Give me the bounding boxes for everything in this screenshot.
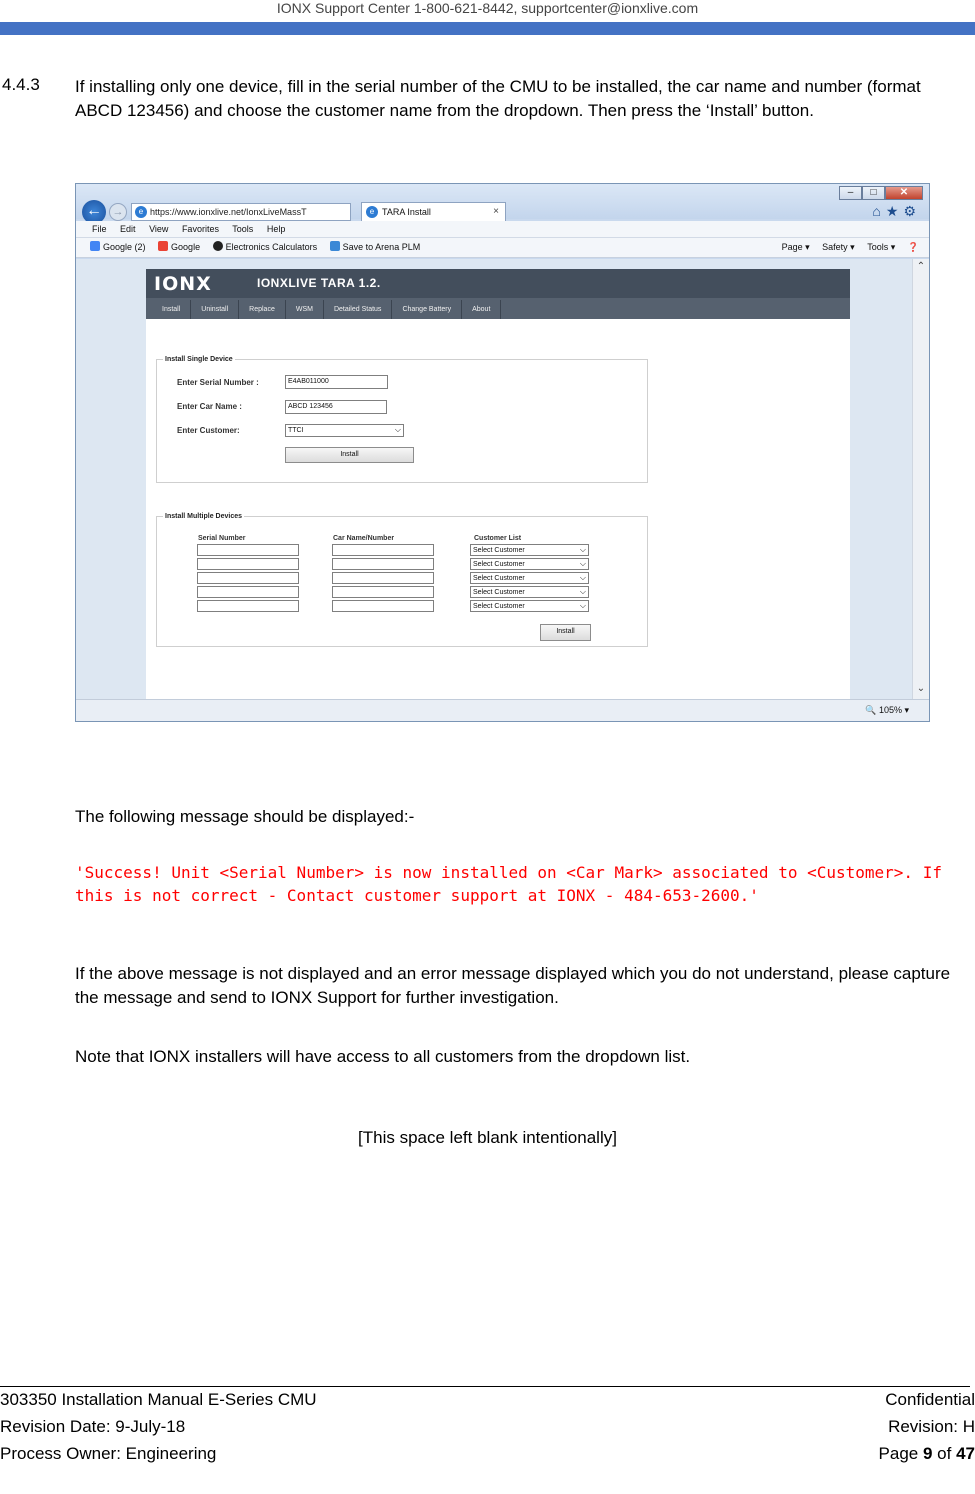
- menu-bar: [76, 221, 929, 238]
- favorite-label: Save to Arena PLM: [342, 242, 421, 252]
- car-name-input[interactable]: ABCD 123456: [285, 400, 387, 414]
- app-title: IONXLIVE TARA 1.2.: [257, 276, 381, 290]
- nav-wsm[interactable]: WSM: [286, 300, 324, 319]
- multi-car-input[interactable]: [332, 600, 434, 612]
- favorite-label: Electronics Calculators: [225, 242, 318, 252]
- multi-customer-select[interactable]: Select Customer ⌵: [470, 586, 589, 598]
- page-of: of: [932, 1444, 957, 1463]
- header-accent-bar: [0, 22, 975, 35]
- installer-note: Note that IONX installers will have access to all customers from the dropdown list.: [75, 1047, 691, 1066]
- favorite-label: Google (2): [103, 242, 146, 252]
- page-prefix: Page: [878, 1444, 923, 1463]
- customer-label: Enter Customer:: [177, 426, 240, 435]
- install-single-button[interactable]: Install: [285, 447, 414, 463]
- ie-tab-icon: e: [366, 206, 378, 218]
- minimize-icon[interactable]: –: [839, 186, 862, 200]
- favorites-bar: [76, 238, 929, 258]
- favorite-electronics-calculators[interactable]: [213, 242, 318, 252]
- help-icon[interactable]: ❓: [907, 242, 919, 252]
- tab-close-icon[interactable]: ×: [493, 206, 499, 217]
- customer-select[interactable]: TTCI ⌵: [285, 424, 404, 437]
- multi-serial-input[interactable]: [197, 558, 299, 570]
- ionx-logo: IONX: [154, 273, 212, 295]
- arena-icon: [330, 241, 340, 251]
- nav-install[interactable]: Install: [146, 300, 191, 319]
- multi-car-input[interactable]: [332, 572, 434, 584]
- nav-uninstall[interactable]: Uninstall: [191, 300, 239, 319]
- nav-replace[interactable]: Replace: [239, 300, 286, 319]
- multi-car-input[interactable]: [332, 586, 434, 598]
- support-header: IONX Support Center 1-800-621-8442, supportcenter@ionxlive.com: [276, 0, 699, 16]
- app-header: [146, 269, 850, 298]
- page-total: 47: [956, 1444, 975, 1463]
- menu-view[interactable]: View: [149, 224, 169, 234]
- col-serial-number: Serial Number: [198, 535, 246, 542]
- home-icon[interactable]: ⌂: [872, 203, 886, 219]
- command-tools[interactable]: Tools ▾: [867, 242, 896, 252]
- success-message: 'Success! Unit <Serial Number> is now installed on <Car Mark> associated to <Customer>. If this is not correct - Contact customer support at IONX - 484-653-2600.': [75, 863, 942, 905]
- multi-serial-input[interactable]: [197, 544, 299, 556]
- favorite-google[interactable]: [158, 242, 200, 252]
- revision-date: Revision Date: 9-July-18: [0, 1417, 186, 1436]
- zoom-icon: 🔍: [865, 705, 879, 715]
- page-current: 9: [922, 1444, 933, 1463]
- nav-about[interactable]: About: [462, 300, 501, 319]
- command-page[interactable]: Page ▾: [781, 242, 810, 252]
- scroll-down-icon[interactable]: ⌄: [916, 683, 926, 694]
- zoom-level[interactable]: 🔍 105% ▾: [865, 705, 909, 715]
- single-device-panel: [156, 356, 648, 483]
- revision-label: Revision: H: [888, 1417, 975, 1436]
- google-icon: [158, 241, 168, 251]
- window-controls: [839, 186, 923, 200]
- forward-arrow-icon[interactable]: →: [109, 203, 127, 221]
- message-intro: The following message should be displayed:-: [75, 807, 415, 826]
- menu-favorites[interactable]: Favorites: [181, 224, 219, 234]
- tab-title: TARA Install: [382, 207, 431, 217]
- confidential-label: Confidential: [885, 1390, 975, 1409]
- multi-customer-select[interactable]: Select Customer ⌵: [470, 544, 589, 556]
- blank-space-note: [This space left blank intentionally]: [358, 1128, 617, 1147]
- back-arrow-icon[interactable]: ←: [82, 200, 106, 224]
- section-instruction: If installing only one device, fill in the serial number of the CMU to be installed, the car name and number (format ABCD 123456) and choose the customer name from the dropdown. Then press the ‘Install’ button.: [75, 77, 921, 120]
- browser-viewport: [76, 259, 914, 701]
- multi-customer-select[interactable]: Select Customer ⌵: [470, 558, 589, 570]
- browser-toolbar-icons: [872, 203, 921, 220]
- serial-number-label: Enter Serial Number :: [177, 378, 259, 387]
- serial-number-input[interactable]: E4AB011000: [285, 375, 388, 389]
- multi-car-input[interactable]: [332, 558, 434, 570]
- command-bar: [772, 238, 919, 257]
- process-owner: Process Owner: Engineering: [0, 1444, 217, 1463]
- favorite-label: Google: [171, 242, 201, 252]
- vertical-scrollbar[interactable]: [912, 259, 929, 701]
- star-icon[interactable]: ★: [885, 203, 904, 219]
- menu-file[interactable]: File: [92, 224, 107, 234]
- multi-serial-input[interactable]: [197, 600, 299, 612]
- maximize-icon[interactable]: □: [862, 186, 885, 200]
- menu-help[interactable]: Help: [266, 224, 286, 234]
- browser-tab[interactable]: [361, 202, 506, 221]
- multiple-devices-legend: Install Multiple Devices: [165, 513, 243, 520]
- address-url: https://www.ionxlive.net/IonxLiveMassT: [150, 207, 307, 217]
- app-nav: [146, 298, 850, 319]
- close-icon[interactable]: ✕: [885, 186, 923, 200]
- menu-edit[interactable]: Edit: [120, 224, 136, 234]
- zoom-value: 105%: [878, 705, 902, 715]
- document-title: 303350 Installation Manual E-Series CMU: [0, 1390, 317, 1409]
- nav-change-battery[interactable]: Change Battery: [392, 300, 462, 319]
- command-safety[interactable]: Safety ▾: [822, 242, 855, 252]
- page-number: [879, 1442, 975, 1466]
- browser-screenshot: [75, 183, 930, 722]
- favorite-save-to-arena[interactable]: [330, 242, 421, 252]
- single-device-legend: Install Single Device: [165, 356, 233, 363]
- section-number: 4.4.3: [2, 75, 40, 94]
- google-icon: [90, 241, 100, 251]
- menu-tools[interactable]: Tools: [232, 224, 254, 234]
- multi-car-input[interactable]: [332, 544, 434, 556]
- calculator-icon: [213, 241, 223, 251]
- favorite-google-2[interactable]: [90, 242, 146, 252]
- ie-logo-icon: e: [135, 206, 147, 218]
- status-bar: [76, 699, 929, 721]
- gear-icon[interactable]: ⚙: [903, 203, 921, 219]
- multi-customer-select[interactable]: Select Customer ⌵: [470, 572, 589, 584]
- col-customer-list: Customer List: [474, 535, 522, 542]
- window-titlebar: [76, 184, 929, 219]
- multi-serial-input[interactable]: [197, 572, 299, 584]
- car-name-label: Enter Car Name :: [177, 402, 242, 411]
- error-instruction: If the above message is not displayed and an error message displayed which you do not understand, please capture the message and send to IONX Support for further investigation.: [75, 964, 951, 1007]
- col-car-name: Car Name/Number: [333, 535, 395, 542]
- tara-app-page: [146, 269, 850, 701]
- address-bar[interactable]: [131, 203, 351, 221]
- footer-divider: [0, 1386, 970, 1387]
- multi-customer-select[interactable]: Select Customer ⌵: [470, 600, 589, 612]
- multi-serial-input[interactable]: [197, 586, 299, 598]
- nav-detailed-status[interactable]: Detailed Status: [324, 300, 392, 319]
- install-multiple-button[interactable]: Install: [540, 624, 591, 641]
- scroll-up-icon[interactable]: ⌃: [916, 261, 926, 272]
